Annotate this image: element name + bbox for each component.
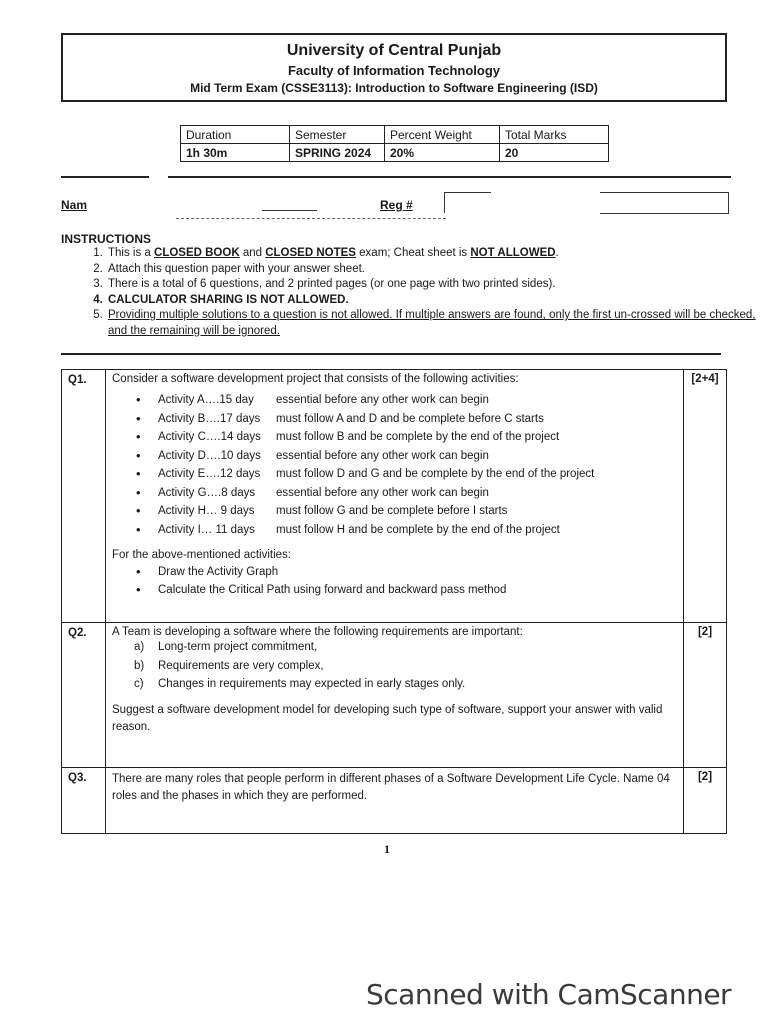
activity-desc: must follow G and be complete before I starts	[276, 505, 508, 517]
activity-name: Activity E….12 days	[158, 468, 261, 480]
divider-left	[61, 176, 149, 178]
activity-name: Activity D….10 days	[158, 449, 261, 462]
list-item	[158, 465, 677, 484]
questions-table	[61, 369, 727, 834]
item-marker: c)	[134, 678, 144, 690]
instruction-text: This is a	[108, 247, 155, 259]
weight-header: Percent Weight	[385, 126, 500, 144]
activity-name: Activity I… 11 days	[158, 523, 255, 536]
reg-box-left	[444, 192, 491, 213]
question-row-q2	[62, 623, 727, 768]
page-number: 1	[384, 842, 390, 856]
activity-desc: must follow A and D and be complete before C starts	[276, 412, 544, 425]
list-item: • Draw the Activity Graph	[158, 563, 677, 581]
instruction-text: and	[239, 247, 266, 259]
instruction-item: 5. Providing multiple solutions to a question is not allowed. If multiple answers are found, only the first un-crossed will be checked, and the remaining will be ignored.	[106, 308, 768, 339]
reg-label: Reg #	[380, 198, 413, 212]
instruction-item: 3. There is a total of 6 questions, and 2 printed pages (or one page with two printed sides).	[106, 277, 768, 293]
question-number: Q1.	[62, 370, 106, 623]
activity-name: Activity H… 9 days	[158, 505, 255, 517]
question-marks: [2]	[684, 623, 727, 768]
activity-desc: essential before any other work can begin	[276, 394, 489, 406]
activity-name: Activity A….15 day	[158, 394, 254, 406]
question-row-q1	[62, 370, 727, 623]
university-name: University of Central Punjab	[286, 42, 502, 59]
requirement-text: Changes in requirements may expected in early stages only.	[158, 678, 466, 690]
list-item	[158, 521, 677, 540]
requirement-text: Requirements are very complex,	[158, 659, 324, 672]
weight-value: 20%	[385, 144, 500, 162]
semester-header: Semester	[290, 126, 385, 144]
question-body: There are many roles that people perform in different phases of a Software Development Life Cycle. Name 04 roles and the phases in which they are performed.	[106, 768, 684, 834]
divider-right	[168, 176, 731, 178]
list-item	[134, 657, 677, 676]
activity-name: Activity G….8 days	[158, 486, 256, 499]
activity-desc: must follow D and G and be complete by the end of the project	[276, 468, 595, 480]
requirements-list	[112, 638, 677, 694]
camscanner-watermark: Scanned with CamScanner	[366, 978, 732, 1011]
question-row-q3	[62, 768, 727, 834]
item-marker: a)	[134, 641, 145, 653]
reg-box-right	[600, 192, 729, 214]
activity-desc: essential before any other work can begin	[276, 486, 489, 499]
requirement-text: Long-term project commitment,	[158, 641, 318, 653]
exam-title: Mid Term Exam (CSSE3113): Introduction to Software Engineering (ISD)	[190, 81, 598, 95]
q1-intro: Consider a software development project that consists of the following activities:	[112, 373, 519, 385]
activity-desc: must follow B and be complete by the end of the project	[276, 431, 560, 443]
name-label: Nam	[61, 198, 88, 212]
activity-name: Activity C….14 days	[158, 431, 261, 443]
list-item	[158, 484, 677, 503]
question-body	[106, 370, 684, 623]
question-marks: [2]	[684, 768, 727, 834]
exam-header	[61, 33, 727, 102]
list-item	[134, 638, 677, 657]
list-item	[158, 428, 677, 447]
closed-notes-text: CLOSED NOTES	[265, 247, 356, 259]
name-underline	[262, 210, 317, 211]
instructions-list	[64, 246, 768, 339]
question-number: Q2.	[62, 623, 106, 768]
instructions-divider	[61, 353, 721, 355]
faculty-name: Faculty of Information Technology	[287, 63, 501, 78]
instructions-title: INSTRUCTIONS	[61, 232, 151, 246]
instruction-text: exam; Cheat sheet is	[355, 247, 471, 259]
activity-name: Activity B….17 days	[158, 412, 261, 425]
exam-info-value-row	[181, 144, 609, 162]
instruction-item: 4. CALCULATOR SHARING IS NOT ALLOWED.	[106, 293, 768, 309]
question-marks: [2+4]	[684, 370, 727, 623]
list-item	[134, 675, 677, 694]
not-allowed-text: NOT ALLOWED	[470, 247, 556, 259]
q2-intro: A Team is developing a software where the following requirements are important:	[112, 626, 523, 638]
list-item	[158, 410, 677, 429]
semester-value: SPRING 2024	[290, 144, 385, 162]
question-body	[106, 623, 684, 768]
instruction-item	[106, 246, 768, 262]
marks-value: 20	[500, 144, 609, 162]
instruction-text: .	[555, 247, 559, 259]
q1-for-text: For the above-mentioned activities:	[112, 549, 291, 561]
duration-header: Duration	[181, 126, 290, 144]
duration-value: 1h 30m	[181, 144, 290, 162]
instruction-item: 2. Attach this question paper with your answer sheet.	[106, 262, 768, 278]
list-item: • Calculate the Critical Path using forward and backward pass method	[158, 581, 677, 599]
question-number: Q3.	[62, 768, 106, 834]
activity-desc: essential before any other work can begin	[276, 449, 489, 462]
activity-list	[112, 391, 677, 539]
closed-book-text: CLOSED BOOK	[154, 247, 240, 259]
list-item	[158, 447, 677, 466]
list-item	[158, 502, 677, 521]
exam-info-table	[180, 125, 609, 162]
marks-header: Total Marks	[500, 126, 609, 144]
list-item	[158, 391, 677, 410]
task-list	[112, 563, 677, 599]
activity-desc: must follow H and be complete by the end of the project	[276, 523, 560, 536]
q2-question: Suggest a software development model for developing such type of software, support your answer with valid reason.	[112, 703, 663, 733]
name-field-line	[176, 218, 446, 219]
exam-info-header-row	[181, 126, 609, 144]
item-marker: b)	[134, 659, 145, 672]
